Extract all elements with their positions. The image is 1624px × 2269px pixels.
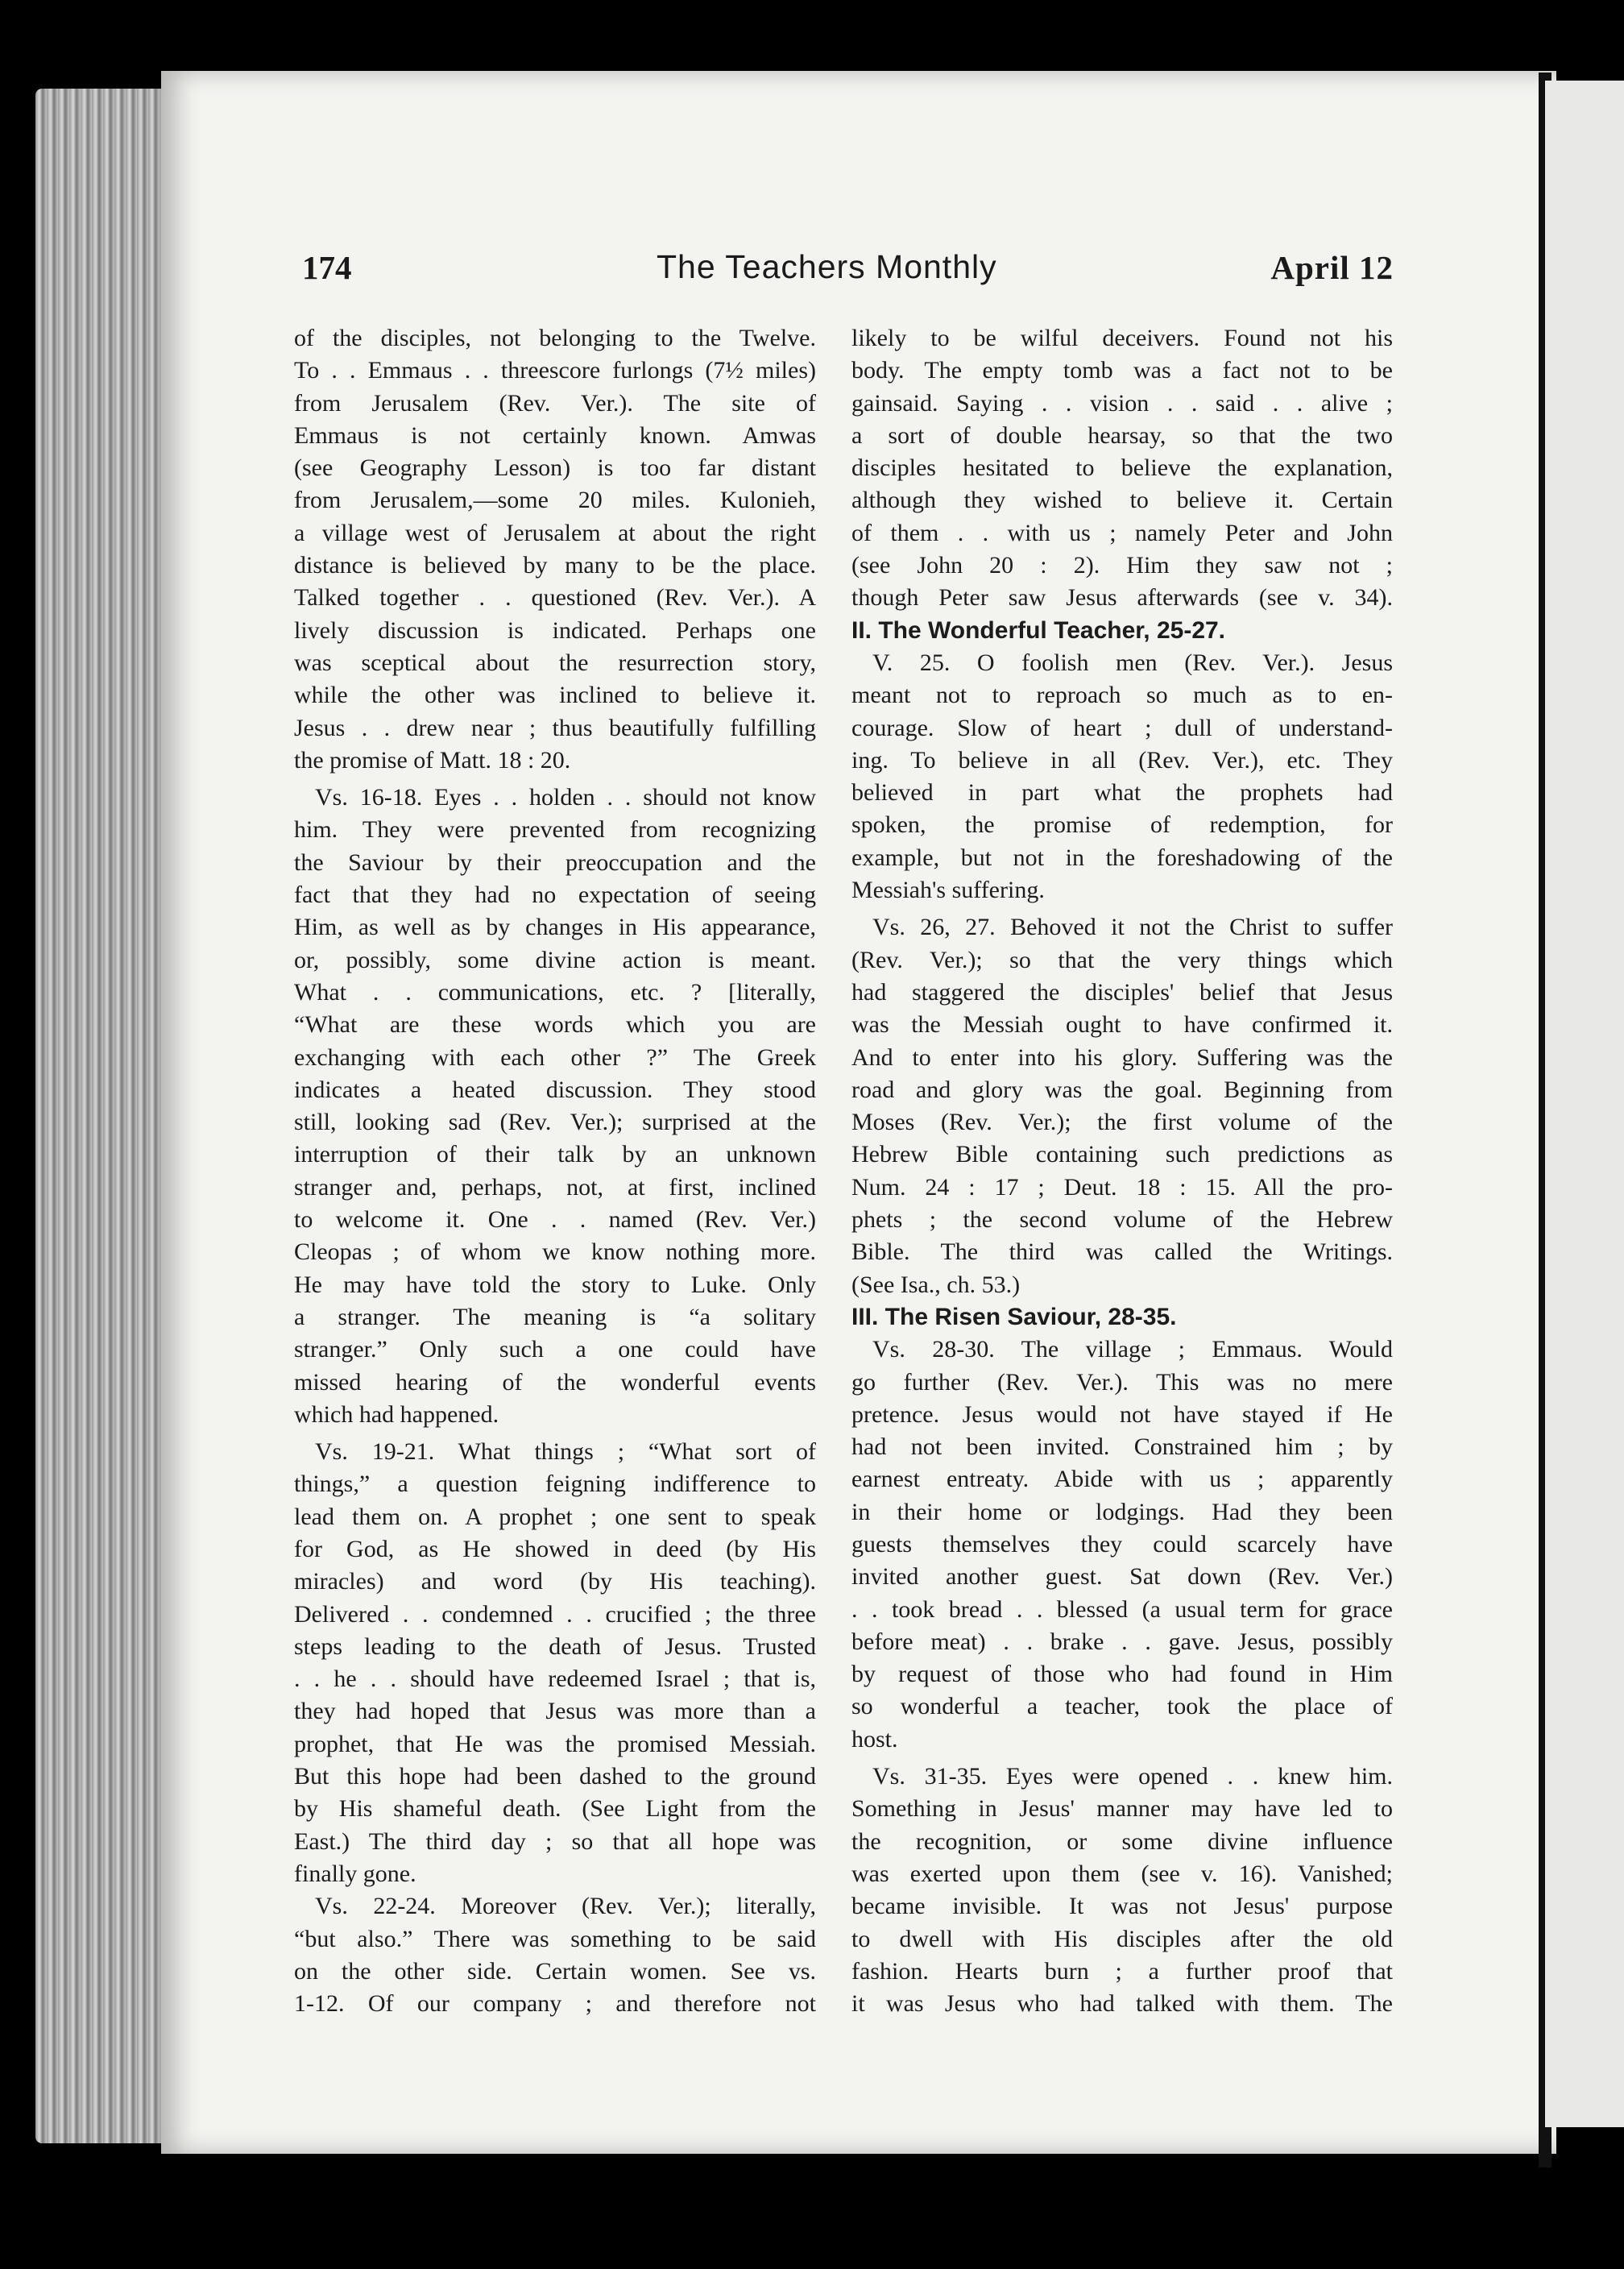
text-line: became invisible. It was not Jesus' purpose [851,1893,1393,1920]
text-line: Delivered . . condemned . . crucified ; the three [294,1600,816,1628]
text-line: Cleopas ; of whom we know nothing more. [294,1238,816,1266]
text-line: Num. 24 : 17 ; Deut. 18 : 15. All the pro- [851,1173,1393,1201]
text-line: “but also.” There was something to be said [294,1925,816,1952]
text-line: so wonderful a teacher, took the place of [851,1693,1393,1720]
text-line: . . took bread . . blessed (a usual term for grace [851,1595,1393,1623]
text-line: distance is believed by many to be the place. [294,552,816,579]
section-heading: III. The Risen Saviour, 28-35. [851,1303,1177,1330]
text-line: believed in part what the prophets had [851,779,1393,807]
text-line: things,” a question feigning indifference to [294,1470,816,1498]
text-line: What . . communications, etc. ? [literally, [294,978,816,1006]
text-line: finally gone. [294,1860,416,1887]
text-line: East.) The third day ; so that all hope was [294,1827,816,1855]
text-line: go further (Rev. Ver.). This was no mere [851,1368,1393,1396]
text-line: (see Geography Lesson) is too far distant [294,454,816,482]
text-line: But this hope had been dashed to the ground [294,1763,816,1790]
text-line: Vs. 16-18. Eyes . . holden . . should not know [315,784,816,811]
text-line: Emmaus is not certainly known. Amwas [294,421,816,449]
text-line: missed hearing of the wonderful events [294,1368,816,1396]
text-line: Talked together . . questioned (Rev. Ver.). A [294,584,816,612]
text-line: gainsaid. Saying . . vision . . said . . alive ; [851,389,1393,417]
text-line: Vs. 22-24. Moreover (Rev. Ver.); literally, [315,1893,816,1920]
text-line: (See Isa., ch. 53.) [851,1271,1021,1298]
text-line: a sort of double hearsay, so that the two [851,421,1393,449]
book-page-edges [35,89,176,2143]
text-line: likely to be wilful deceivers. Found not his [851,325,1393,351]
text-line: spoken, the promise of redemption, for [851,811,1393,839]
text-line: host. [851,1725,898,1753]
text-line: guests themselves they could scarcely have [851,1530,1393,1558]
text-line: was exerted upon them (see v. 16). Vanished; [851,1860,1393,1887]
text-line: He may have told the story to Luke. Only [294,1271,816,1298]
text-line: of the disciples, not belonging to the Twelve. [294,325,816,351]
text-line: Bible. The third was called the Writings. [851,1238,1393,1266]
text-line: courage. Slow of heart ; dull of understand- [851,714,1393,741]
text-line: steps leading to the death of Jesus. Trusted [294,1632,816,1660]
text-line: which had happened. [294,1400,499,1428]
text-line: Jesus . . drew near ; thus beautifully fulfilling [294,714,816,741]
text-line: by request of those who had found in Him [851,1661,1393,1688]
right-text-column [851,322,1393,2020]
text-line: still, looking sad (Rev. Ver.); surprised at the [294,1109,816,1136]
text-line: had not been invited. Constrained him ; by [851,1433,1393,1461]
text-line: lively discussion is indicated. Perhaps one [294,616,816,644]
text-line: they had hoped that Jesus was more than a [294,1698,816,1725]
running-header [302,248,1394,297]
text-line: or, possibly, some divine action is meant. [294,946,816,973]
text-line: though Peter saw Jesus afterwards (see v. 34). [851,584,1393,612]
text-line: Moses (Rev. Ver.); the first volume of the [851,1109,1393,1136]
text-line: V. 25. O foolish men (Rev. Ver.). Jesus [872,649,1393,676]
text-line: in their home or lodgings. Had they been [851,1498,1393,1525]
text-line: the promise of Matt. 18 : 20. [294,746,571,774]
text-line: Vs. 28-30. The village ; Emmaus. Would [872,1336,1393,1363]
text-line: (Rev. Ver.); so that the very things which [851,946,1393,973]
text-line: exchanging with each other ?” The Greek [294,1043,816,1071]
text-line: by His shameful death. (See Light from the [294,1795,816,1823]
text-line: disciples hesitated to believe the explanation, [851,454,1393,482]
text-line: And to enter into his glory. Suffering was the [851,1043,1393,1071]
text-line: a stranger. The meaning is “a solitary [294,1303,816,1330]
text-line: To . . Emmaus . . threescore furlongs (7½ miles) [294,357,816,384]
text-line: stranger and, perhaps, not, at first, inclined [294,1173,816,1201]
text-line: of them . . with us ; namely Peter and John [851,519,1393,546]
text-line: . . he . . should have redeemed Israel ; that is, [294,1665,816,1693]
text-line: Vs. 26, 27. Behoved it not the Christ to suffer [872,914,1393,941]
section-heading: II. The Wonderful Teacher, 25-27. [851,616,1226,644]
text-line: Him, as well as by changes in His appearance, [294,914,816,941]
text-line: while the other was inclined to believe it. [294,682,816,709]
text-line: “What are these words which you are [294,1011,816,1039]
text-line: to dwell with His disciples after the old [851,1925,1393,1952]
text-line: (see John 20 : 2). Him they saw not ; [851,552,1393,579]
text-line: interruption of their talk by an unknown [294,1141,816,1168]
text-line: Messiah's suffering. [851,877,1045,904]
text-line: was sceptical about the resurrection story, [294,649,816,676]
text-line: it was Jesus who had talked with them. The [851,1990,1393,2018]
page-number: 174 [302,249,352,286]
issue-date: April 12 [1270,249,1394,286]
text-line: road and glory was the goal. Beginning from [851,1076,1393,1103]
text-line: for God, as He showed in deed (by His [294,1535,816,1562]
text-line: indicates a heated discussion. They stood [294,1076,816,1103]
text-line: pretence. Jesus would not have stayed if He [851,1400,1393,1428]
text-line: the recognition, or some divine influence [851,1827,1393,1855]
left-text-column [294,322,816,2020]
text-line: him. They were prevented from recognizing [294,816,816,844]
text-line: had staggered the disciples' belief that Jesus [851,978,1393,1006]
text-line: from Jerusalem (Rev. Ver.). The site of [294,389,816,417]
text-line: a village west of Jerusalem at about the right [294,519,816,546]
text-line: although they wished to believe it. Certain [851,487,1393,514]
text-line: ing. To believe in all (Rev. Ver.), etc. They [851,746,1393,774]
text-line: to welcome it. One . . named (Rev. Ver.) [294,1206,816,1234]
text-line: prophet, that He was the promised Messiah. [294,1730,816,1757]
text-line: fashion. Hearts burn ; a further proof that [851,1957,1393,1985]
text-line: invited another guest. Sat down (Rev. Ver.) [851,1563,1393,1591]
text-line: lead them on. A prophet ; one sent to speak [294,1503,816,1530]
text-line: from Jerusalem,—some 20 miles. Kulonieh, [294,487,816,514]
text-line: was the Messiah ought to have confirmed it. [851,1011,1393,1039]
text-line: fact that they had no expectation of seeing [294,881,816,909]
text-line: meant not to reproach so much as to en- [851,682,1393,709]
text-line: the Saviour by their preoccupation and the [294,848,816,876]
text-line: 1-12. Of our company ; and therefore not [294,1990,816,2018]
text-line: body. The empty tomb was a fact not to be [851,357,1393,384]
text-line: Vs. 19-21. What things ; “What sort of [315,1438,816,1466]
text-line: Vs. 31-35. Eyes were opened . . knew him. [872,1763,1393,1790]
text-line: earnest entreaty. Abide with us ; apparently [851,1466,1393,1493]
text-line: phets ; the second volume of the Hebrew [851,1206,1393,1234]
text-line: stranger.” Only such a one could have [294,1336,816,1363]
text-line: Hebrew Bible containing such predictions as [851,1141,1393,1168]
journal-title: The Teachers Monthly [657,248,997,285]
text-line: miracles) and word (by His teaching). [294,1568,816,1595]
text-line: before meat) . . brake . . gave. Jesus, possibly [851,1628,1393,1655]
text-line: example, but not in the foreshadowing of the [851,844,1393,871]
text-line: on the other side. Certain women. See vs. [294,1957,816,1985]
text-line: Something in Jesus' manner may have led to [851,1795,1393,1823]
facing-page-edge [1545,81,1624,2127]
